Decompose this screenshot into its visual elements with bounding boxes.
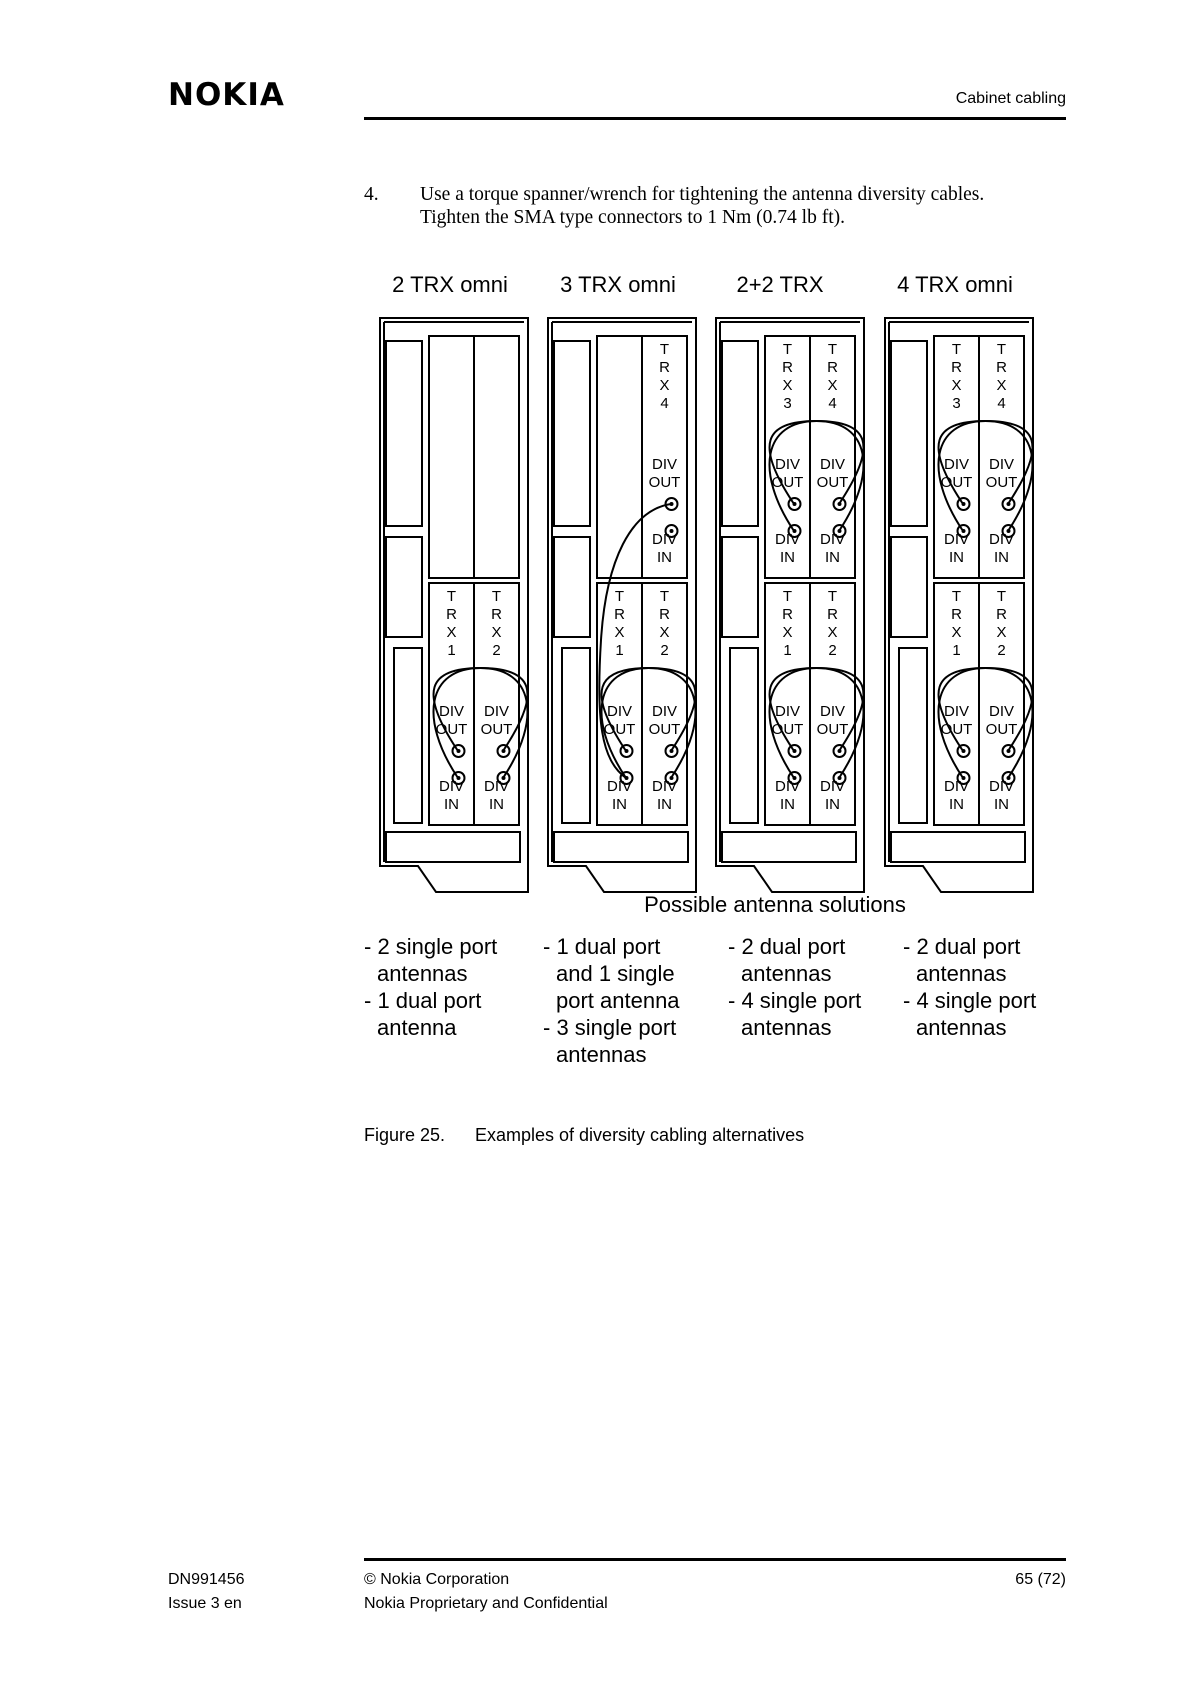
trx-label-x: X: [782, 624, 793, 641]
div-out-label: DIV: [819, 456, 846, 473]
bottom-slot: [386, 832, 520, 862]
div-in-label: DIV: [774, 531, 801, 548]
trx-label-r: R: [659, 606, 670, 623]
trx-label-r: R: [996, 606, 1007, 623]
trx-label-x: X: [782, 377, 793, 394]
left-slot: [386, 537, 422, 637]
trx-number: 2: [492, 642, 501, 659]
div-out-label: OUT: [985, 474, 1018, 491]
trx-number: 3: [952, 395, 961, 412]
section-title: Cabinet cabling: [955, 90, 1066, 107]
cabinet-title-2: 3 TRX omni: [560, 272, 676, 297]
trx-number: 1: [952, 642, 961, 659]
antenna-note-line: - 2 dual port: [903, 934, 1021, 959]
div-in-label: IN: [949, 549, 964, 566]
left-slot: [562, 648, 590, 823]
trx-number: 2: [828, 642, 837, 659]
div-in-label: DIV: [483, 778, 510, 795]
empty-slot: [474, 336, 519, 578]
div-out-label: OUT: [648, 474, 681, 491]
antenna-note-line: antennas: [741, 961, 832, 986]
div-in-label: DIV: [651, 531, 678, 548]
trx-label-t: T: [827, 588, 838, 605]
bottom-slot: [722, 832, 856, 862]
div-out-label: OUT: [985, 721, 1018, 738]
trx-label-t: T: [491, 588, 502, 605]
caption-text: Examples of diversity cabling alternatives: [475, 1125, 805, 1145]
issue: Issue 3 en: [168, 1595, 242, 1612]
trx-label-x: X: [996, 377, 1007, 394]
antenna-note-line: - 2 dual port: [728, 934, 846, 959]
div-out-label: OUT: [816, 721, 849, 738]
div-out-label: DIV: [774, 703, 801, 720]
div-in-label: IN: [657, 796, 672, 813]
trx-label-r: R: [827, 359, 838, 376]
div-out-label: DIV: [483, 703, 510, 720]
div-in-label: IN: [825, 796, 840, 813]
nokia-logo: NOKIA: [168, 77, 285, 113]
cabinet-4: [885, 318, 1033, 892]
trx-number: 2: [997, 642, 1006, 659]
trx-number: 1: [447, 642, 456, 659]
trx-label-t: T: [659, 341, 670, 358]
step-line-2: Tighten the SMA type connectors to 1 Nm (0.74 lb ft).: [420, 207, 846, 228]
left-slot: [394, 648, 422, 823]
left-slot: [891, 537, 927, 637]
trx-label-t: T: [827, 341, 838, 358]
cabinet-3: [716, 318, 864, 892]
cabinet-title-3: 2+2 TRX: [736, 272, 824, 297]
trx-number: 3: [783, 395, 792, 412]
div-in-label: DIV: [651, 778, 678, 795]
div-out-label: OUT: [603, 721, 636, 738]
antenna-note-line: antennas: [916, 961, 1007, 986]
div-out-label: OUT: [480, 721, 513, 738]
doc-id: DN991456: [168, 1571, 245, 1588]
div-out-label: DIV: [438, 703, 465, 720]
trx-number: 1: [615, 642, 624, 659]
trx-number: 1: [783, 642, 792, 659]
trx-number: 4: [660, 395, 669, 412]
div-out-label: OUT: [940, 721, 973, 738]
div-in-label: DIV: [819, 778, 846, 795]
div-out-label: DIV: [651, 703, 678, 720]
left-slot: [891, 341, 927, 526]
trx-label-x: X: [491, 624, 502, 641]
antenna-note-line: - 4 single port: [728, 988, 862, 1013]
div-out-label: OUT: [771, 474, 804, 491]
left-slot: [730, 648, 758, 823]
div-in-label: IN: [444, 796, 459, 813]
left-slot: [722, 341, 758, 526]
cabinet-1: [380, 318, 528, 892]
antenna-note-line: antennas: [556, 1042, 647, 1067]
trx-label-x: X: [951, 624, 962, 641]
page-number: 65 (72): [1015, 1571, 1066, 1588]
trx-label-r: R: [951, 606, 962, 623]
div-out-label: DIV: [988, 456, 1015, 473]
antenna-note-line: and 1 single: [556, 961, 675, 986]
div-out-label: OUT: [816, 474, 849, 491]
trx-label-x: X: [827, 377, 838, 394]
empty-slot: [429, 336, 474, 578]
antenna-note-line: antenna: [377, 1015, 457, 1040]
copyright: © Nokia Corporation: [364, 1571, 510, 1588]
confidential-notice: Nokia Proprietary and Confidential: [364, 1595, 608, 1612]
div-in-label: DIV: [774, 778, 801, 795]
antenna-note-line: - 1 dual port: [364, 988, 482, 1013]
div-in-label: IN: [994, 796, 1009, 813]
trx-label-t: T: [996, 341, 1007, 358]
trx-label-x: X: [659, 624, 670, 641]
footer-left: [168, 1568, 245, 1616]
trx-label-t: T: [782, 341, 793, 358]
trx-label-r: R: [491, 606, 502, 623]
div-in-label: IN: [780, 549, 795, 566]
trx-label-t: T: [446, 588, 457, 605]
left-slot: [722, 537, 758, 637]
div-out-label: OUT: [771, 721, 804, 738]
trx-label-t: T: [951, 341, 962, 358]
antenna-note-line: port antenna: [556, 988, 680, 1013]
div-in-label: IN: [949, 796, 964, 813]
trx-label-x: X: [951, 377, 962, 394]
div-in-label: DIV: [943, 778, 970, 795]
div-out-label: OUT: [940, 474, 973, 491]
trx-label-r: R: [951, 359, 962, 376]
div-out-label: OUT: [435, 721, 468, 738]
trx-label-r: R: [996, 359, 1007, 376]
div-in-label: IN: [489, 796, 504, 813]
antenna-note-line: antennas: [377, 961, 468, 986]
trx-label-r: R: [782, 359, 793, 376]
div-in-label: DIV: [606, 778, 633, 795]
div-in-label: IN: [657, 549, 672, 566]
cabinet-2: [548, 318, 696, 892]
div-out-label: DIV: [651, 456, 678, 473]
div-in-label: DIV: [943, 531, 970, 548]
caption-number: Figure 25.: [364, 1125, 446, 1145]
left-slot: [899, 648, 927, 823]
trx-label-x: X: [446, 624, 457, 641]
trx-label-r: R: [659, 359, 670, 376]
left-slot: [554, 537, 590, 637]
antenna-note-line: - 1 dual port: [543, 934, 661, 959]
trx-label-x: X: [659, 377, 670, 394]
trx-label-r: R: [446, 606, 457, 623]
cabinet-title-1: 2 TRX omni: [392, 272, 508, 297]
trx-label-t: T: [659, 588, 670, 605]
div-out-label: DIV: [943, 703, 970, 720]
trx-label-t: T: [996, 588, 1007, 605]
trx-number: 4: [828, 395, 837, 412]
antenna-note-line: antennas: [916, 1015, 1007, 1040]
trx-label-x: X: [827, 624, 838, 641]
trx-number: 2: [660, 642, 669, 659]
trx-label-t: T: [614, 588, 625, 605]
div-out-label: DIV: [606, 703, 633, 720]
solutions-label: Possible antenna solutions: [644, 892, 906, 917]
div-in-label: IN: [780, 796, 795, 813]
div-in-label: IN: [612, 796, 627, 813]
div-out-label: DIV: [943, 456, 970, 473]
antenna-note-line: - 4 single port: [903, 988, 1037, 1013]
div-in-label: DIV: [988, 778, 1015, 795]
bottom-slot: [891, 832, 1025, 862]
left-slot: [386, 341, 422, 526]
trx-label-r: R: [614, 606, 625, 623]
div-out-label: DIV: [988, 703, 1015, 720]
step-line-1: Use a torque spanner/wrench for tightening the antenna diversity cables.: [420, 184, 985, 205]
div-out-label: DIV: [774, 456, 801, 473]
figure-caption: [364, 1125, 805, 1146]
trx-label-x: X: [996, 624, 1007, 641]
left-slot: [554, 341, 590, 526]
cabinet-titles: [392, 272, 1013, 297]
empty-slot: [597, 336, 642, 578]
antenna-note-line: - 2 single port: [364, 934, 498, 959]
cabinets: [380, 318, 1033, 892]
trx-number: 4: [997, 395, 1006, 412]
step-number: 4.: [364, 184, 379, 205]
div-out-label: DIV: [819, 703, 846, 720]
bottom-slot: [554, 832, 688, 862]
antenna-note-line: - 3 single port: [543, 1015, 677, 1040]
div-out-label: OUT: [648, 721, 681, 738]
div-in-label: DIV: [819, 531, 846, 548]
div-in-label: DIV: [438, 778, 465, 795]
trx-label-t: T: [782, 588, 793, 605]
trx-label-t: T: [951, 588, 962, 605]
antenna-note-line: antennas: [741, 1015, 832, 1040]
trx-label-r: R: [827, 606, 838, 623]
antenna-notes: [364, 934, 1036, 1067]
trx-label-r: R: [782, 606, 793, 623]
cabinet-title-4: 4 TRX omni: [897, 272, 1013, 297]
div-in-label: IN: [825, 549, 840, 566]
div-in-label: IN: [994, 549, 1009, 566]
footer-center: [364, 1568, 608, 1616]
div-in-label: DIV: [988, 531, 1015, 548]
footer-divider: [364, 1558, 1066, 1561]
trx-label-x: X: [614, 624, 625, 641]
